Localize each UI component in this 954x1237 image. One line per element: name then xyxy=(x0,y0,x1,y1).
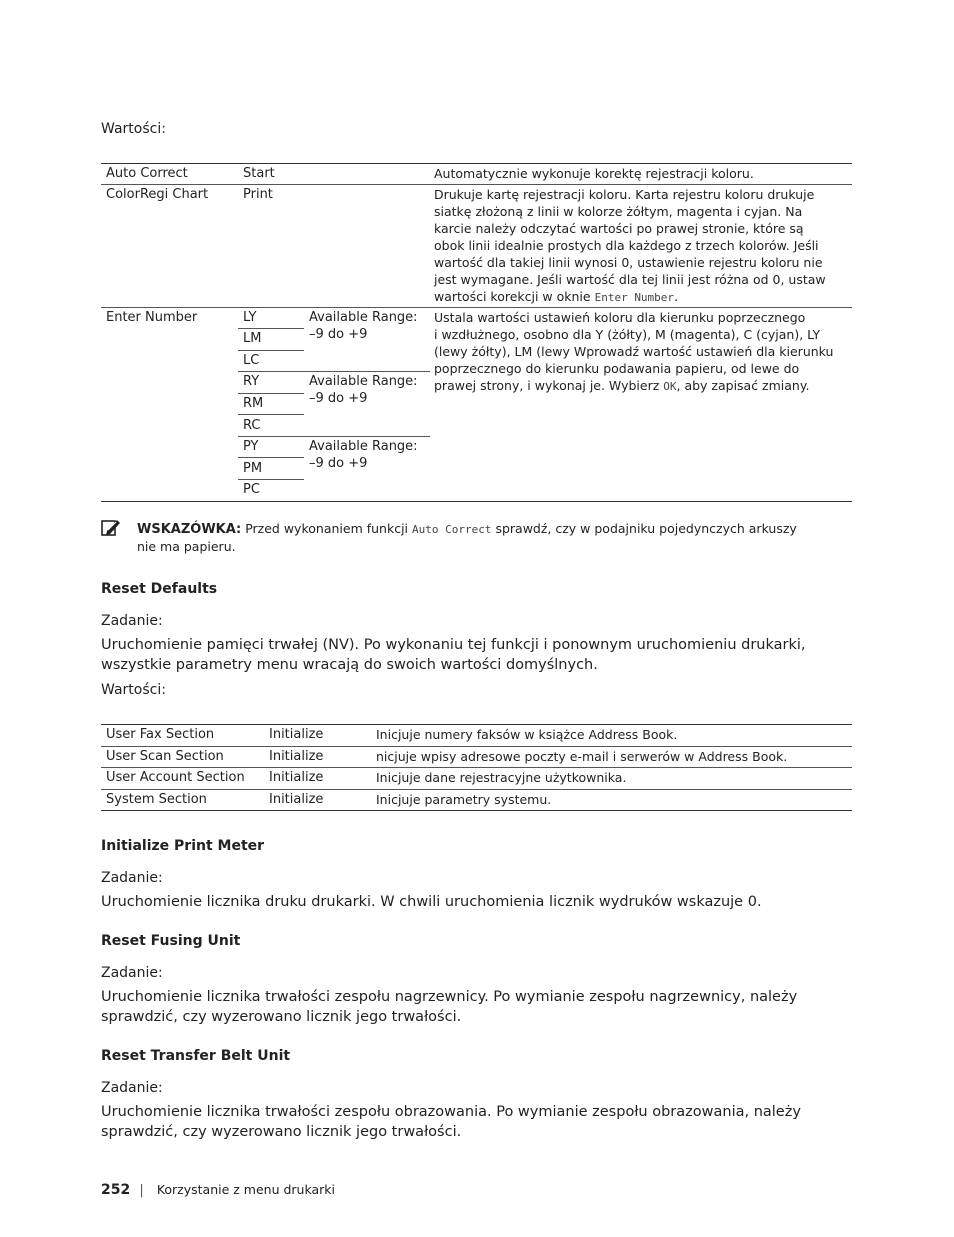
row-description: Drukuje kartę rejestracji koloru. Karta rejestru koloru drukuje siatkę złożoną z linii w kolorze żółtym, magenta i cyjan. Na karcie należy odczytać wartości po prawej stronie, które są obok linii idealnie prostych dla każdego z trzech kolorów. Jeśli wartość dla takiej linii wynosi 0, ustawienie rejestru koloru nie jest wymagane. Jeśli wartość dla tej linii jest różna od 0, ustaw wartości korekcji w oknie Enter Number. xyxy=(434,187,826,304)
row-value: Print xyxy=(243,187,273,202)
code-pm: PM xyxy=(243,461,263,476)
task-label: Zadanie: xyxy=(101,1080,163,1096)
table-rule xyxy=(101,501,852,502)
values-label: Wartości: xyxy=(101,682,166,698)
code-lm: LM xyxy=(243,331,262,346)
row-name: Enter Number xyxy=(106,310,198,325)
code-ry: RY xyxy=(243,374,260,389)
row-value: Initialize xyxy=(269,792,324,807)
section-heading-reset-transfer-belt-unit: Reset Transfer Belt Unit xyxy=(101,1048,291,1064)
row-value: Initialize xyxy=(269,727,324,742)
footer-separator: | xyxy=(139,1183,144,1198)
row-name: User Account Section xyxy=(106,770,245,785)
section-heading-reset-fusing-unit: Reset Fusing Unit xyxy=(101,933,241,949)
row-description: Ustala wartości ustawień koloru dla kierunku poprzecznego i wzdłużnego, osobno dla Y (żółty), M (magenta), C (cyjan), LY (lewy żółty), LM (lewy Wprowadź wartość ustawień dla kierunku poprzecznego do kierunku podawania papieru, od lewe do prawej strony, i wykonaj je. Wybierz OK, aby zapisać zmiany. xyxy=(434,310,834,393)
note-text: WSKAZÓWKA: Przed wykonaniem funkcji Auto Correct sprawdź, czy w podajniku pojedynczych arkuszy nie ma papieru. xyxy=(137,521,797,554)
table-rule xyxy=(101,810,852,811)
range-ly-group: Available Range: –9 do +9 xyxy=(309,310,418,342)
code-lc: LC xyxy=(243,353,260,368)
table-rule xyxy=(101,307,852,308)
range-py-group: Available Range: –9 do +9 xyxy=(309,439,418,471)
note-title: WSKAZÓWKA: xyxy=(137,522,242,537)
row-description: Automatycznie wykonuje korektę rejestracji koloru. xyxy=(434,166,754,181)
row-description: Inicjuje parametry systemu. xyxy=(376,792,552,807)
table-rule xyxy=(101,163,852,164)
row-name: User Fax Section xyxy=(106,727,215,742)
row-description: nicjuje wpisy adresowe poczty e-mail i serwerów w Address Book. xyxy=(376,749,788,764)
task-description: Uruchomienie licznika trwałości zespołu nagrzewnicy. Po wymianie zespołu nagrzewnicy, należy sprawdzić, czy wyzerowano licznik jego trwałości. xyxy=(101,989,798,1025)
row-name: System Section xyxy=(106,792,207,807)
code-pc: PC xyxy=(243,482,260,497)
row-description: Inicjuje numery faksów w książce Address Book. xyxy=(376,727,678,742)
row-value: Initialize xyxy=(269,770,324,785)
task-label: Zadanie: xyxy=(101,870,163,886)
footer-chapter-title: Korzystanie z menu drukarki xyxy=(156,1182,336,1197)
code-rc: RC xyxy=(243,418,261,433)
row-value: Start xyxy=(243,166,275,181)
row-value: Initialize xyxy=(269,749,324,764)
row-name: Auto Correct xyxy=(106,166,188,181)
code-rm: RM xyxy=(243,396,264,411)
row-name: ColorRegi Chart xyxy=(106,187,209,202)
section-heading-initialize-print-meter: Initialize Print Meter xyxy=(101,838,265,854)
task-description: Uruchomienie licznika trwałości zespołu obrazowania. Po wymianie zespołu obrazowania, należy sprawdzić, czy wyzerowano licznik jego trwałości. xyxy=(101,1104,801,1140)
row-name: User Scan Section xyxy=(106,749,224,764)
task-label: Zadanie: xyxy=(101,613,163,629)
table-rule xyxy=(101,184,852,185)
task-description: Uruchomienie pamięci trwałej (NV). Po wykonaniu tej funkcji i ponownym uruchomieniu drukarki, wszystkie parametry menu wracają do swoich wartości domyślnych. xyxy=(101,637,806,673)
values-label: Wartości: xyxy=(101,121,166,137)
inline-code: OK xyxy=(663,380,677,393)
row-description: Inicjuje dane rejestracyjne użytkownika. xyxy=(376,770,627,785)
page-number: 252 xyxy=(101,1182,131,1198)
code-ly: LY xyxy=(243,310,257,325)
task-description: Uruchomienie licznika druku drukarki. W chwili uruchomienia licznik wydruków wskazuje 0. xyxy=(101,894,762,910)
range-ry-group: Available Range: –9 do +9 xyxy=(309,374,418,406)
task-label: Zadanie: xyxy=(101,965,163,981)
inline-code: Auto Correct xyxy=(412,523,492,536)
note-pencil-icon xyxy=(101,517,121,537)
inline-code: Enter Number xyxy=(594,291,675,304)
section-heading-reset-defaults: Reset Defaults xyxy=(101,581,218,597)
page-footer xyxy=(101,1179,335,1198)
code-py: PY xyxy=(243,439,259,454)
table-rule xyxy=(101,724,852,725)
